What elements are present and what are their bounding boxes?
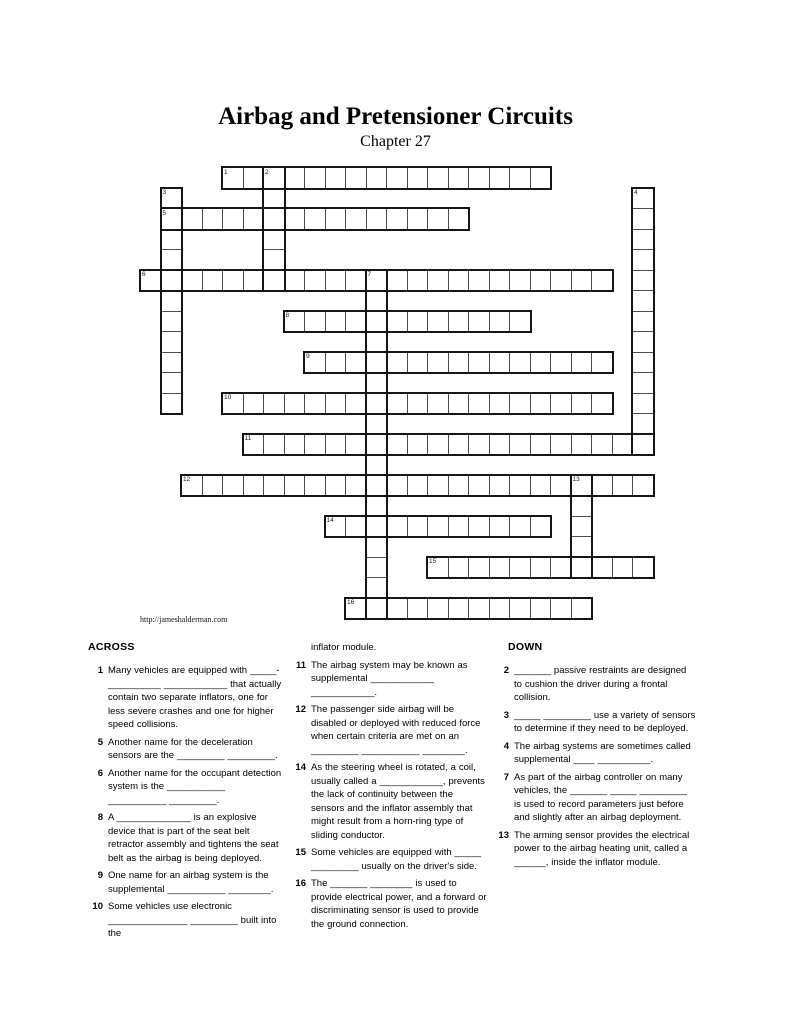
clue-number: 11 [295,659,306,671]
cell-number: 11 [244,435,252,442]
grid-cell [304,270,326,292]
clue-text: A ______________ is an explosive device that is part of the seat belt retractor assembly and tightens the seat belt as the airbag is being deployed. [108,812,279,864]
clue-text: One name for an airbag system is the supplemental ___________ ________. [108,870,274,895]
grid-cell [550,434,572,456]
grid-cell [489,352,511,374]
clue-number: 8 [97,812,103,823]
grid-cell [222,475,244,497]
grid-cell [550,475,572,497]
grid-cell [325,167,347,189]
clue-text: _____ _________ use a variety of sensors to determine if they need to be deployed. [514,709,696,734]
grid-cell [448,167,470,189]
grid-cell [448,475,470,497]
grid-cell [448,311,470,333]
grid-cell [448,270,470,292]
grid-cell [304,311,326,333]
grid-cell [386,311,408,333]
grid-cell [632,270,654,292]
page-title: Airbag and Pretensioner Circuits [218,103,573,130]
grid-cell [550,598,572,620]
clue-text: The airbag systems are sometimes called supplemental ____ __________. [514,740,691,765]
grid-cell [407,270,429,292]
grid-cell [509,516,531,538]
down-header: DOWN [508,641,543,653]
grid-cell [202,208,224,230]
grid-cell [325,208,347,230]
grid-cell [366,557,388,579]
clue-item-7 [494,771,696,825]
grid-cell [345,270,367,292]
grid-cell [530,598,552,620]
grid-cell [386,167,408,189]
clue-item-10 [88,900,286,941]
cell-number: 9 [306,353,310,360]
grid-cell [161,270,183,292]
grid-cell [407,352,429,374]
clue-item-12 [291,703,489,757]
clues-column-middle [291,641,489,935]
grid-cell [509,434,531,456]
grid-cell [427,167,449,189]
down-clue-list [494,664,696,869]
clue-text: Some vehicles use electronic _______________ _________ built into the [108,901,277,939]
grid-cell [530,270,552,292]
grid-cell [591,434,613,456]
grid-cell [243,270,265,292]
grid-cell [366,352,388,374]
grid-cell [304,167,326,189]
clue-continuation [291,641,489,655]
grid-cell [448,434,470,456]
grid-cell [427,598,449,620]
grid-cell [530,434,552,456]
grid-cell [427,434,449,456]
grid-cell [243,393,265,415]
cell-number: 7 [367,271,372,278]
grid-cell [366,536,388,558]
grid-cell [366,434,388,456]
grid-cell [571,557,593,579]
clue-number: 6 [97,767,103,779]
clue-text: _______ passive restraints are designed to cushion the driver during a frontal collision. [514,665,687,703]
clue-item-6 [88,767,286,808]
grid-cell [632,208,654,230]
clue-number: 16 [295,878,306,889]
clue-number: 7 [503,771,509,783]
grid-cell [530,352,552,374]
clue-text: inflator module. [311,642,377,653]
grid-cell [202,270,224,292]
grid-cell [345,434,367,456]
grid-cell [284,208,306,230]
grid-cell [550,557,572,579]
clue-item-8 [88,811,286,865]
grid-cell [632,475,654,497]
grid-cell [489,475,511,497]
grid-cell [632,249,654,271]
cell-number: 1 [224,168,228,176]
grid-cell [161,249,183,271]
grid-cell [530,393,552,415]
grid-cell [571,495,593,517]
grid-cell [366,290,388,312]
grid-cell [427,270,449,292]
clue-text: The arming sensor provides the electrical power to the airbag heating unit, called a ______, inside the inflator module. [514,829,690,868]
grid-cell [243,167,265,189]
grid-cell [325,270,347,292]
clue-item-2 [494,664,696,705]
grid-cell [468,167,490,189]
grid-cell [366,516,388,538]
grid-cell [386,434,408,456]
grid-cell [222,208,244,230]
clue-number: 3 [503,709,509,721]
grid-cell [509,475,531,497]
clue-text: Another name for the occupant detection system is the ___________ ___________ _________. [108,767,282,806]
clue-item-16 [291,877,489,931]
across-clue-list [88,664,286,941]
clue-number: 9 [97,870,103,881]
grid-cell [448,557,470,579]
grid-cell [489,434,511,456]
grid-cell [591,557,613,579]
grid-cell [632,229,654,251]
grid-cell [386,393,408,415]
clue-item-5 [88,736,286,763]
clue-text: The _______ ________ is used to provide electrical power, and a forward or discriminating sensor is used to provide the ground connection. [311,878,487,930]
cell-number: 8 [285,312,290,319]
grid-cell [304,208,326,230]
grid-cell [530,475,552,497]
grid-cell [407,516,429,538]
grid-cell [509,393,531,415]
clue-item-9 [88,869,286,896]
clue-text: As part of the airbag controller on many vehicles, the _______ _____ _________ is used to record parameters just before and slightly after an airbag deployment. [514,771,687,823]
clue-text: The passenger side airbag will be disabled or deployed with reduced force when certain criteria are met on an _________ ___________ ________. [311,704,481,756]
cell-number: 13 [572,476,580,483]
grid-cell [632,434,654,456]
grid-cell [468,434,490,456]
grid-cell [284,270,306,292]
grid-cell [632,557,654,579]
grid-cell [243,208,265,230]
grid-cell [386,516,408,538]
grid-cell [468,270,490,292]
grid-cell [571,393,593,415]
grid-cell [161,311,183,333]
grid-cell [448,208,470,230]
grid-cell [530,516,552,538]
middle-clue-list [291,641,489,931]
grid-cell [222,270,244,292]
grid-cell [612,434,634,456]
grid-cell [550,352,572,374]
grid-cell [632,372,654,394]
grid-cell [489,167,511,189]
grid-cell [386,270,408,292]
grid-cell [489,516,511,538]
grid-cell [181,208,203,230]
cell-number: 16 [347,599,355,606]
grid-cell [489,557,511,579]
grid-cell [263,188,285,210]
grid-cell [571,352,593,374]
grid-cell [591,475,613,497]
grid-cell [181,270,203,292]
clue-number: 4 [503,740,509,752]
grid-cell [345,352,367,374]
grid-cell [509,311,531,333]
grid-cell [407,311,429,333]
grid-cell [366,495,388,517]
grid-cell [448,393,470,415]
clue-item-14 [291,761,489,842]
cell-number: 4 [634,189,638,196]
grid-cell [489,393,511,415]
grid-cell [407,208,429,230]
grid-cell [407,475,429,497]
grid-cell [304,393,326,415]
grid-cell [345,167,367,189]
grid-cell [202,475,224,497]
grid-cell [509,598,531,620]
grid-cell [509,270,531,292]
grid-cell [427,311,449,333]
cell-number: 5 [162,209,167,217]
grid-cell [284,475,306,497]
grid-cell [468,516,490,538]
grid-cell [161,331,183,353]
grid-cell [571,536,593,558]
grid-cell [366,167,388,189]
grid-cell [632,413,654,435]
grid-cell [263,393,285,415]
grid-cell [571,270,593,292]
grid-cell [366,577,388,599]
grid-cell [161,352,183,374]
grid-cell [591,393,613,415]
grid-cell [571,598,593,620]
grid-cell [530,167,552,189]
grid-cell [509,557,531,579]
across-header: ACROSS [88,641,135,653]
grid-cell [386,598,408,620]
grid-cell [427,352,449,374]
grid-cell [407,598,429,620]
grid-cell [263,434,285,456]
grid-cell [632,290,654,312]
grid-cell [489,270,511,292]
grid-cell [550,393,572,415]
grid-cell [345,311,367,333]
clue-number: 1 [97,665,103,676]
grid-cell [263,270,285,292]
cell-number: 12 [183,476,191,483]
grid-cell [468,475,490,497]
grid-cell [489,598,511,620]
cell-number: 15 [429,558,437,565]
grid-cell [386,208,408,230]
grid-cell [161,229,183,251]
grid-cell [468,557,490,579]
grid-cell [325,352,347,374]
grid-cell [468,352,490,374]
clue-number: 2 [503,665,509,676]
grid-cell [550,270,572,292]
grid-cell [407,393,429,415]
clue-text: Many vehicles are equipped with _____-__________ ____________ that actually contain two separate inflators, one for less severe crashes and one for higher speed collisions. [108,665,282,730]
grid-cell [386,352,408,374]
grid-cell [468,311,490,333]
grid-cell [325,475,347,497]
grid-cell [427,516,449,538]
clue-item-4 [494,740,696,767]
grid-cell [509,352,531,374]
clue-number: 13 [498,829,509,841]
cell-number: 3 [162,189,167,196]
grid-cell [386,475,408,497]
grid-cell [612,475,634,497]
grid-cell [284,393,306,415]
grid-cell [591,352,613,374]
grid-cell [366,598,388,620]
clue-text: Some vehicles are equipped with _____ _________ usually on the driver's side. [311,847,481,872]
grid-cell [345,393,367,415]
grid-cell [284,434,306,456]
grid-cell [509,167,531,189]
page-subtitle: Chapter 27 [360,133,431,150]
clue-number: 5 [97,736,103,748]
source-url: http://jameshalderman.com [140,615,228,624]
cell-number: 2 [265,168,269,176]
grid-cell [304,434,326,456]
cell-number: 14 [326,517,334,524]
grid-cell [632,331,654,353]
grid-cell [304,475,326,497]
clue-number: 15 [295,847,306,858]
grid-cell [263,208,285,230]
cell-number: 10 [224,394,232,401]
grid-cell [427,475,449,497]
grid-cell [263,249,285,271]
clue-item-11 [291,659,489,700]
grid-cell [161,290,183,312]
grid-cell [345,516,367,538]
grid-cell [591,270,613,292]
clue-text: As the steering wheel is rotated, a coil, usually called a ____________, prevents the lack of continuity between the sensors and the inflator assembly that might result from a horn-ring type of sliding conductor. [311,762,485,841]
clue-item-13 [494,829,696,870]
grid-cell [468,598,490,620]
grid-cell [284,167,306,189]
clue-number [291,641,311,655]
grid-cell [366,208,388,230]
grid-cell [427,208,449,230]
grid-cell [632,352,654,374]
grid-cell [407,434,429,456]
grid-cell [571,434,593,456]
clue-text: Another name for the deceleration sensors are the _________ _________. [108,736,278,761]
grid-cell [407,167,429,189]
grid-cell [263,229,285,251]
clue-item-15 [291,846,489,873]
clue-number: 14 [295,762,306,773]
clue-text: The airbag system may be known as supplemental ____________ ____________. [311,659,468,698]
grid-cell [612,557,634,579]
clue-item-3 [494,709,696,736]
grid-cell [325,311,347,333]
grid-cell [448,516,470,538]
grid-cell [366,475,388,497]
grid-cell [366,311,388,333]
grid-cell [448,598,470,620]
grid-cell [243,475,265,497]
grid-cell [632,393,654,415]
grid-cell [325,434,347,456]
grid-cell [263,475,285,497]
clue-number: 10 [92,901,103,912]
grid-cell [345,208,367,230]
grid-cell [366,393,388,415]
grid-cell [325,393,347,415]
cell-number: 6 [142,271,146,278]
clues-column-across [88,641,286,945]
grid-cell [366,331,388,353]
grid-cell [571,516,593,538]
grid-cell [468,393,490,415]
grid-cell [427,393,449,415]
grid-cell [489,311,511,333]
grid-cell [448,352,470,374]
clues-column-down [494,641,696,873]
grid-cell [366,372,388,394]
grid-cell [530,557,552,579]
grid-cell [345,475,367,497]
grid-cell [161,372,183,394]
clue-item-1 [88,664,286,732]
grid-cell [366,413,388,435]
clue-number: 12 [295,704,306,715]
grid-cell [366,454,388,476]
grid-cell [161,393,183,415]
grid-cell [632,311,654,333]
